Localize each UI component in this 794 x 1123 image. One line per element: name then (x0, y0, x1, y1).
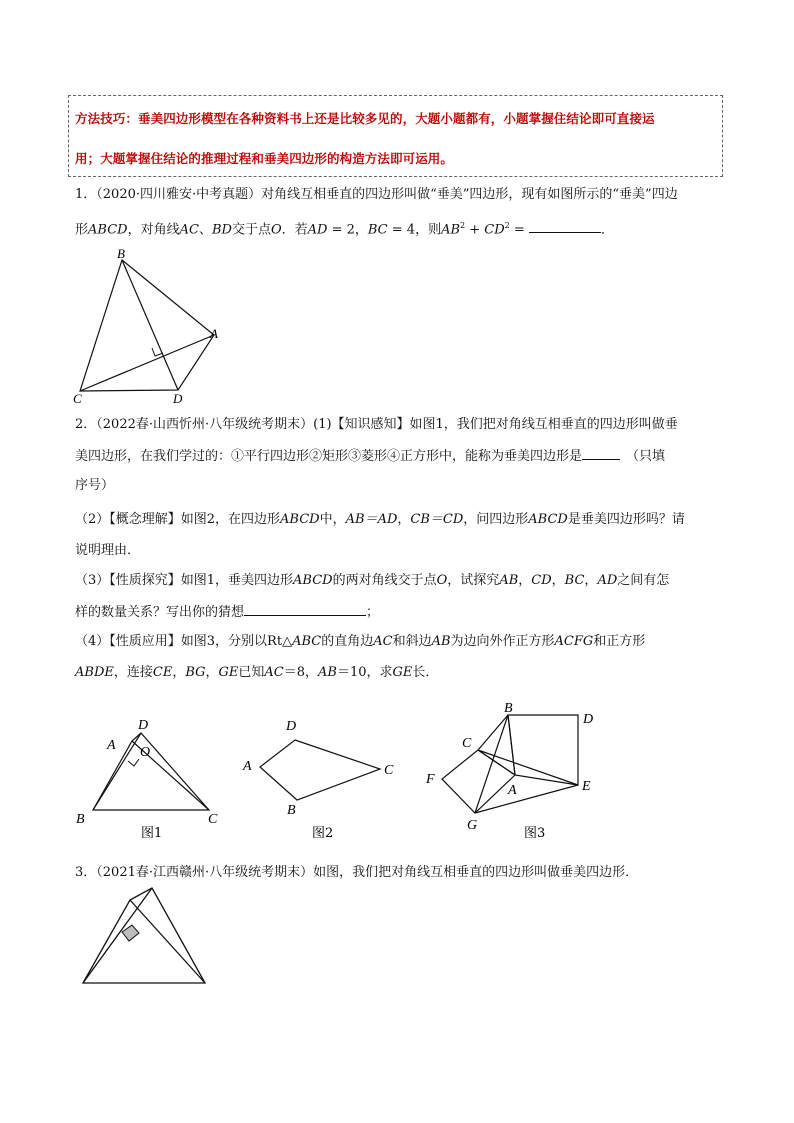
q2-line-2: 美四边形，在我们学过的：①平行四边形②矩形③菱形④正方形中，能称为垂美四边形是 （只填 (75, 449, 666, 464)
q2-part4-line-2: ABDE，连接CE，BG，GE已知AC＝8，AB＝10，求GE长． (75, 665, 439, 680)
q2-part2-line-1: （2）【概念理解】如图2，在四边形ABCD中，AB＝AD，CB＝CD，问四边形ABCD是垂美四边形吗？请 (75, 512, 685, 527)
fig2-label-c: C (384, 763, 394, 778)
fig3-label-f: F (426, 772, 435, 787)
q3-line-1: 3．（2021春·江西赣州·八年级统考期末）如图，我们把对角线互相垂直的四边形叫做垂美四边形． (75, 865, 639, 880)
q2-part4-line-1: （4）【性质应用】如图3，分别以Rt△ABC的直角边AC和斜边AB为边向外作正方形ACFG和正方形 (75, 634, 646, 649)
fig3-label-a: A (508, 783, 517, 798)
fig3-label-e: E (582, 779, 591, 794)
fig3-caption: 图3 (524, 826, 546, 841)
method-tip-line-1: 方法技巧：垂美四边形模型在各种资料书上还是比较多见的，大题小题都有，小题掌握住结论即可直接运 (75, 111, 655, 126)
q1-label-c: C (73, 391, 82, 406)
fig1-label-b: B (76, 812, 85, 827)
q2-line-1: 2．（2022春·山西忻州·八年级统考期末）(1)【知识感知】如图1，我们把对角线互相垂直的四边形叫做垂 (75, 417, 678, 432)
q3-right-angle-mark (122, 925, 139, 941)
q1-quadrilateral (80, 260, 214, 391)
fig1-caption: 图1 (141, 826, 163, 841)
q1-label-a: A (210, 326, 218, 341)
fig3-label-b: B (504, 701, 513, 716)
fig3-square-abde (508, 715, 578, 785)
fig3-segment-ca (478, 750, 515, 775)
fig3-segment-ce (478, 750, 578, 785)
q1-label-d: D (173, 391, 183, 406)
fig2-caption: 图2 (312, 826, 334, 841)
fig3-segment-ba (508, 715, 515, 775)
fig1-label-d: D (138, 718, 149, 733)
q1-line-2: 形ABCD，对角线AC、BD交于点O．若AD = 2，BC = 4，则$AB^2 + CD^2$ = ． (75, 221, 614, 238)
q3-diagonal-1 (83, 888, 152, 983)
q2-line-3: 序号） (75, 478, 115, 493)
fig1-label-a: A (107, 738, 116, 753)
q3-diagonal-2 (130, 900, 205, 983)
fig3-segment-cb (478, 715, 508, 750)
q1-line-1: 1．（2020·四川雅安·中考真题）对角线互相垂直的四边形叫做“垂美”四边形，现有如图所示的“垂美”四边 (75, 187, 678, 202)
q3-quadrilateral (83, 888, 205, 983)
fig1-right-angle-mark (128, 759, 139, 766)
q2-answer-blank-2[interactable] (244, 603, 366, 616)
fig1-label-c: C (208, 812, 218, 827)
method-tip-line-2: 用；大题掌握住结论的推理过程和垂美四边形的构造方法即可运用。 (75, 151, 454, 166)
q2-figure-1 (75, 712, 225, 842)
q1-diagonal-ac (80, 335, 214, 391)
fig1-diagonal-bd (93, 733, 141, 810)
fig2-label-b: B (287, 803, 296, 818)
q3-figure (75, 885, 215, 990)
fig3-label-d: D (583, 712, 594, 727)
q2-part3-line-1: （3）【性质探究】如图1，垂美四边形ABCD的两对角线交于点O，试探究AB，CD，BC，AD之间有怎 (75, 573, 670, 588)
q2-part2-line-2: 说明理由． (75, 543, 141, 558)
fig2-label-a: A (243, 759, 252, 774)
q1-label-b: B (117, 246, 125, 261)
fig2-quadrilateral (260, 740, 380, 800)
fig3-label-g: G (467, 818, 478, 833)
q2-answer-blank-1[interactable] (582, 447, 620, 460)
fig2-label-d: D (286, 719, 297, 734)
fig1-label-o: O (140, 745, 151, 760)
fig3-segment-bg (475, 715, 508, 813)
q2-figure-3 (420, 695, 610, 845)
q1-figure (70, 245, 230, 410)
q1-answer-blank[interactable] (529, 220, 601, 233)
q2-figure-2 (240, 712, 405, 842)
q2-part3-line-2: 样的数量关系？写出你的猜想 ； (75, 605, 380, 620)
fig3-label-c: C (462, 736, 472, 751)
